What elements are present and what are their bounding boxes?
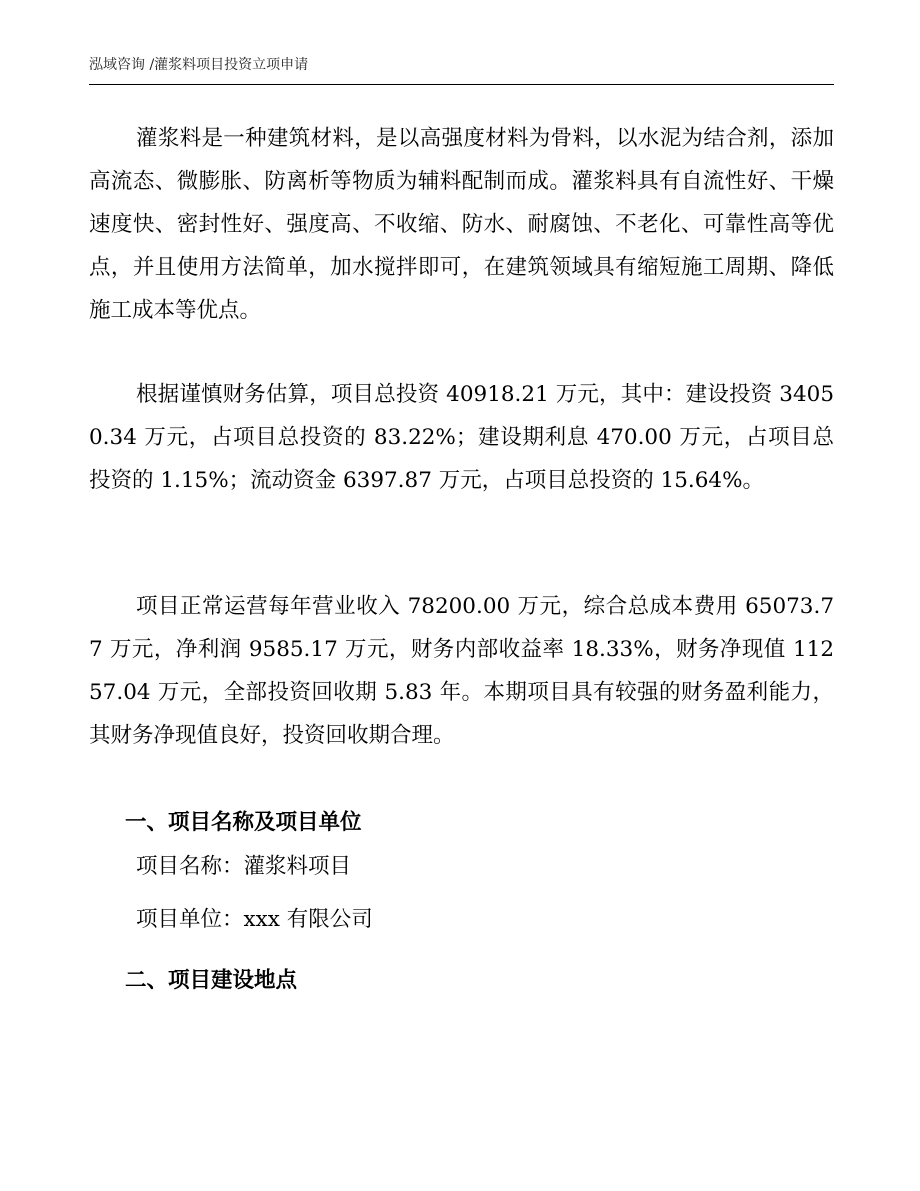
paragraph-investment-estimate: 根据谨慎财务估算，项目总投资 40918.21 万元，其中：建设投资 34050.34 万元，占项目总投资的 83.22%；建设期利息 470.00 万元，占项目总投资的 1.15%；流动资金 6397.87 万元，占项目总投资的 15.64%。: [89, 382, 834, 493]
project-unit-line: 项目单位：xxx 有限公司: [136, 907, 373, 932]
paragraph-product-intro: 灌浆料是一种建筑材料，是以高强度材料为骨料，以水泥为结合剂，添加高流态、微膨胀、防离析等物质为辅料配制而成。灌浆料具有自流性好、干燥速度快、密封性好、强度高、不收缩、防水、耐腐蚀、不老化、可靠性高等优点，并且使用方法简单，加水搅拌即可，在建筑领域具有缩短施工周期、降低施工成本等优点。: [89, 126, 834, 323]
section-heading-project-name-unit: 一、项目名称及项目单位: [125, 810, 362, 835]
paragraph-financial-indicators: 项目正常运营每年营业收入 78200.00 万元，综合总成本费用 65073.77 万元，净利润 9585.17 万元，财务内部收益率 18.33%，财务净现值 11257.04 万元，全部投资回收期 5.83 年。本期项目具有较强的财务盈利能力，其财务净现值良好，投资回收期合理。: [89, 594, 834, 748]
header-title: 泓域咨询 /灌浆料项目投资立项申请: [89, 57, 309, 73]
page-header: [89, 54, 834, 85]
project-name-line: 项目名称：灌浆料项目: [136, 854, 352, 879]
section-heading-construction-site: 二、项目建设地点: [125, 968, 298, 993]
